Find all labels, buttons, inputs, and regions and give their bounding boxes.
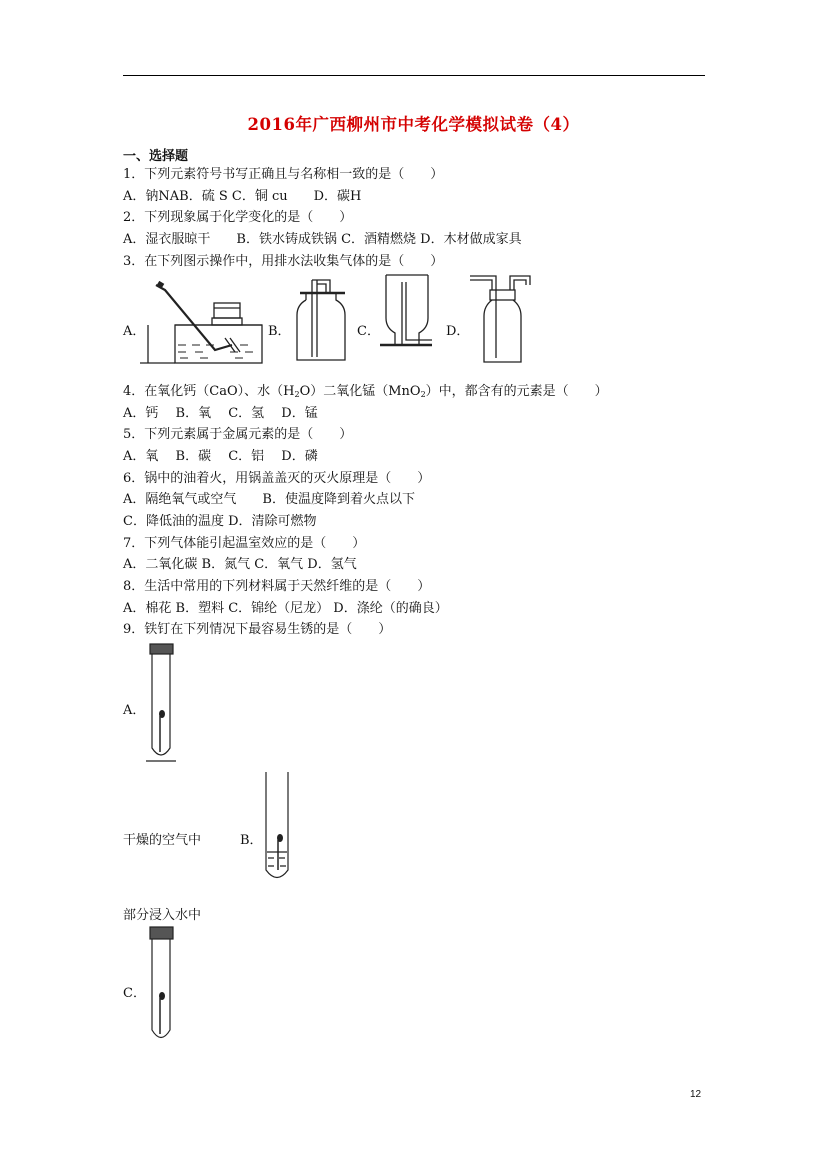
q5-stem: 5．下列元素属于金属元素的是（ ） xyxy=(123,427,353,442)
section-heading: 一、选择题 xyxy=(123,149,189,164)
q4-stem: 4．在氧化钙（CaO）、水$(H_2O)$二氧化锰（MnO$_2$）中，都含有的元素是（ ） xyxy=(123,384,608,399)
q2-stem: 2．下列现象属于化学变化的是（ ） xyxy=(123,210,353,225)
q6-options-1: A．隔绝氧气或空气 B．使温度降到着火点以下 xyxy=(123,492,415,507)
q6-stem: 6．锅中的油着火，用锅盖盖灭的灭火原理是（ ） xyxy=(123,471,431,486)
q1-stem: 1．下列元素符号书写正确且与名称相一致的是（ ） xyxy=(123,167,444,182)
q3-label-b: B． xyxy=(268,324,291,339)
page-number: 12 xyxy=(690,1089,702,1100)
q9-label-b: B． xyxy=(240,833,263,848)
q9-caption-b: 部分浸入水中 xyxy=(123,908,202,923)
q2-options: A．湿衣服晾干 B．铁水铸成铁锅 C．酒精燃烧 D．木材做成家具 xyxy=(123,232,522,247)
page-title: 2016年广西柳州市中考化学模拟试卷（4） xyxy=(247,115,580,134)
q6-options-2: C．降低油的温度 D．清除可燃物 xyxy=(123,514,317,529)
q3-stem: 3．在下列图示操作中，用排水法收集气体的是（ ） xyxy=(123,254,444,269)
q4-options: A．钙 B．氧 C．氢 D．锰 xyxy=(123,406,318,421)
q9-label-c: C． xyxy=(123,986,146,1001)
q8-options: A．棉花 B．塑料 C．锦纶（尼龙） D．涤纶（的确良） xyxy=(123,601,448,616)
q5-options: A．氧 B．碳 C．铝 D．磷 xyxy=(123,449,318,464)
q9-caption-a: 干燥的空气中 xyxy=(123,833,202,848)
q9-stem: 9．铁钉在下列情况下最容易生锈的是（ ） xyxy=(123,622,392,637)
q1-options: A．钠NAB．硫 S C．铜 cu D．碳H xyxy=(123,189,362,204)
q7-options: A．二氧化碳 B．氮气 C．氧气 D．氢气 xyxy=(123,557,357,572)
q9-label-a: A． xyxy=(123,703,146,718)
q8-stem: 8．生活中常用的下列材料属于天然纤维的是（ ） xyxy=(123,579,431,594)
q3-label-a: A． xyxy=(123,324,146,339)
q3-label-c: C． xyxy=(357,324,380,339)
q3-label-d: D． xyxy=(446,324,470,339)
q7-stem: 7．下列气体能引起温室效应的是（ ） xyxy=(123,536,366,551)
